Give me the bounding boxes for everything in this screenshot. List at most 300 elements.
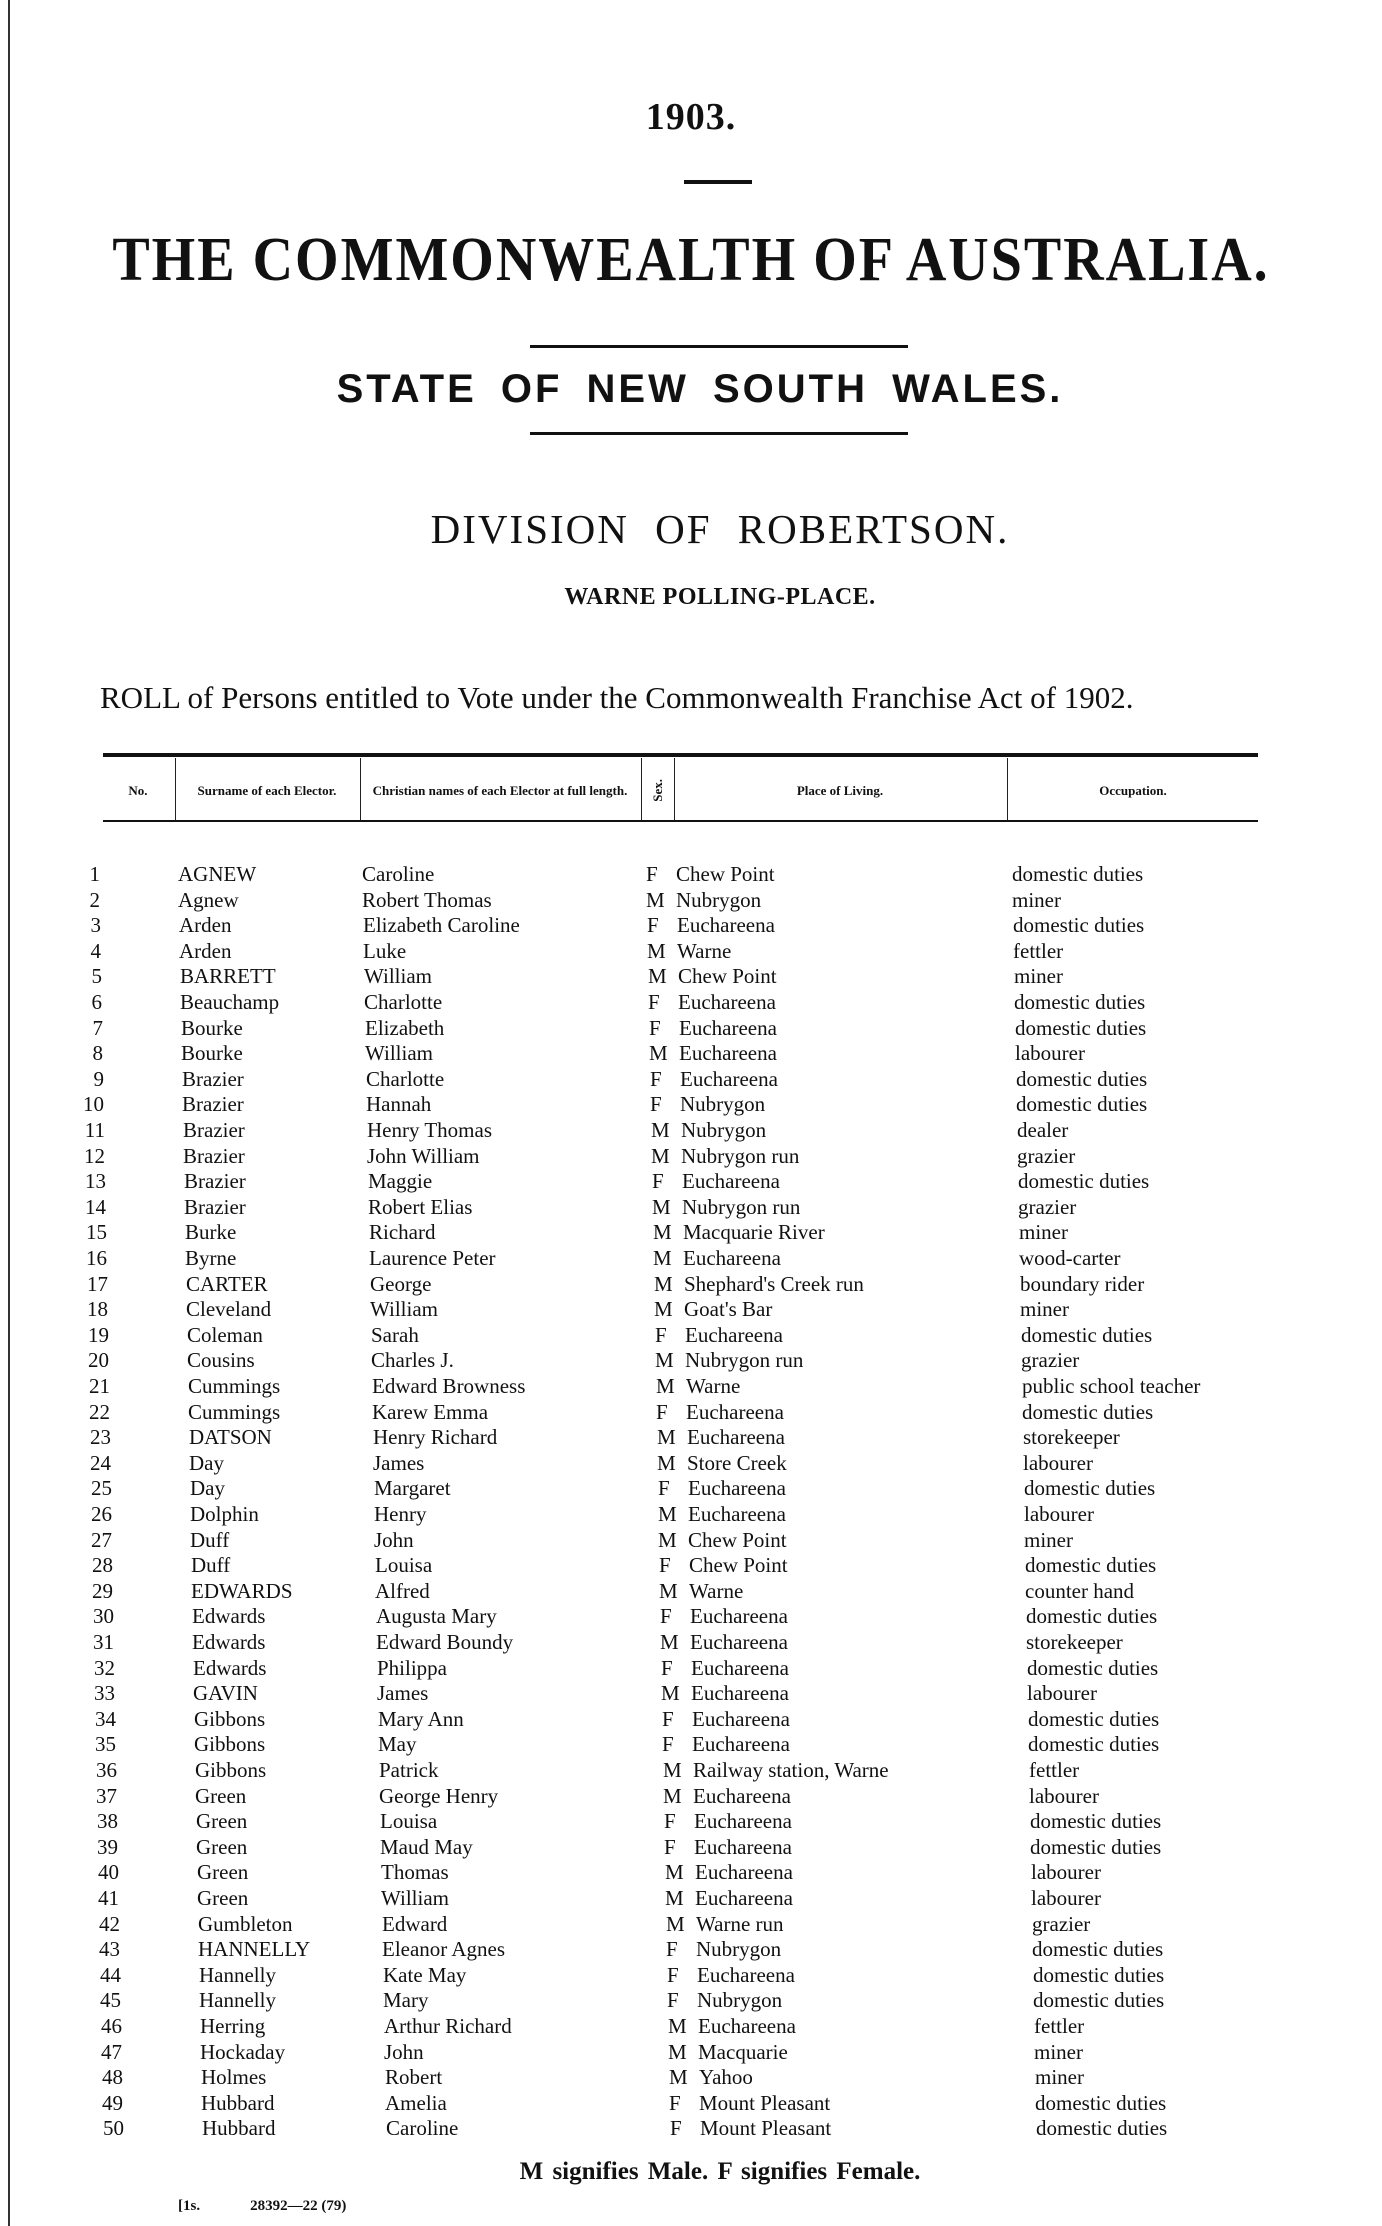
elector-number: 8 — [92, 1041, 103, 1066]
elector-place-of-living: Euchareena — [695, 1886, 793, 1910]
elector-place-of-living: Nubrygon run — [682, 1194, 801, 1219]
elector-place-of-living: Euchareena — [679, 1015, 777, 1040]
elector-christian-names: John — [384, 2039, 424, 2064]
elector-place-of-living: Euchareena — [691, 1681, 789, 1706]
elector-place-of-living: Macquarie River — [683, 1220, 825, 1245]
table-row — [0, 1681, 1382, 1707]
elector-surname: Dolphin — [190, 1502, 259, 1526]
elector-number: 36 — [96, 1758, 117, 1782]
elector-christian-names: Mary — [383, 1988, 429, 2013]
header-sex: Sex. — [649, 778, 665, 802]
table-row — [0, 1425, 1382, 1451]
elector-occupation: miner — [1019, 1220, 1068, 1245]
table-top-rule — [103, 753, 1258, 757]
elector-surname: Brazier — [184, 1194, 246, 1219]
elector-occupation: dealer — [1017, 1118, 1069, 1142]
elector-place-of-living: Railway station, Warne — [693, 1758, 889, 1782]
table-row — [0, 888, 1382, 914]
elector-place-of-living: Euchareena — [679, 1041, 777, 1066]
elector-place-of-living: Euchareena — [691, 1655, 789, 1680]
table-row — [0, 1809, 1382, 1835]
elector-occupation: domestic duties — [1014, 990, 1146, 1014]
table-row — [0, 1860, 1382, 1886]
elector-surname: Bourke — [181, 1015, 243, 1040]
elector-number: 5 — [91, 964, 102, 989]
elector-sex: M — [654, 1297, 673, 1322]
elector-surname: Gumbleton — [198, 1911, 293, 1936]
elector-occupation: fettler — [1029, 1758, 1080, 1782]
elector-place-of-living: Nubrygon — [680, 1092, 766, 1117]
table-row — [0, 1502, 1382, 1528]
elector-christian-names: Louisa — [380, 1809, 438, 1834]
elector-surname: Hubbard — [202, 2116, 276, 2141]
elector-place-of-living: Chew Point — [676, 862, 775, 886]
polling-place-heading: WARNE POLLING-PLACE. — [564, 584, 876, 610]
elector-number: 34 — [95, 1706, 116, 1731]
table-row — [0, 913, 1382, 939]
elector-sex: F — [658, 1476, 670, 1501]
elector-christian-names: Karew Emma — [372, 1399, 489, 1424]
elector-number: 29 — [92, 1578, 113, 1603]
elector-sex: M — [658, 1527, 677, 1552]
header-sex-cell — [642, 762, 672, 818]
elector-sex: M — [665, 1886, 684, 1910]
elector-sex: M — [655, 1348, 674, 1373]
elector-surname: Beauchamp — [180, 990, 280, 1014]
header-occupation: Occupation. — [1099, 782, 1167, 798]
elector-surname: Duff — [191, 1553, 231, 1578]
table-row — [0, 1630, 1382, 1656]
elector-number: 44 — [100, 1962, 121, 1987]
elector-place-of-living: Mount Pleasant — [699, 2090, 831, 2115]
elector-christian-names: Amelia — [385, 2090, 447, 2115]
elector-number: 46 — [101, 2014, 122, 2038]
elector-surname: EDWARDS — [191, 1578, 293, 1603]
table-row — [0, 1067, 1382, 1093]
elector-christian-names: Charlotte — [366, 1066, 445, 1091]
elector-place-of-living: Nubrygon — [696, 1937, 782, 1962]
elector-surname: Coleman — [187, 1322, 263, 1347]
elector-place-of-living: Warne run — [696, 1911, 784, 1936]
table-row — [0, 1144, 1382, 1170]
elector-number: 9 — [93, 1066, 104, 1091]
header-surname: Surname of each Elector. — [197, 782, 337, 798]
elector-surname: Gibbons — [194, 1732, 266, 1757]
elector-christian-names: Hannah — [366, 1092, 432, 1117]
elector-place-of-living: Goat's Bar — [684, 1297, 773, 1322]
elector-christian-names: Edward — [382, 1911, 448, 1936]
elector-sex: F — [649, 1015, 661, 1040]
elector-number: 28 — [92, 1553, 113, 1578]
elector-occupation: storekeeper — [1026, 1630, 1123, 1654]
elector-number: 41 — [98, 1886, 119, 1910]
elector-number: 31 — [93, 1630, 114, 1654]
document-year: 1903. — [645, 96, 737, 138]
elector-place-of-living: Euchareena — [697, 1962, 795, 1987]
elector-occupation: domestic duties — [1016, 1066, 1148, 1091]
elector-number: 6 — [91, 990, 102, 1014]
elector-surname: Cousins — [187, 1348, 255, 1373]
table-row — [0, 1348, 1382, 1374]
elector-number: 32 — [94, 1655, 115, 1680]
elector-place-of-living: Euchareena — [687, 1425, 785, 1450]
elector-surname: Green — [195, 1783, 247, 1808]
document-title: THE COMMONWEALTH OF AUSTRALIA. — [112, 225, 1270, 295]
elector-surname: Arden — [179, 938, 232, 963]
elector-number: 38 — [97, 1809, 118, 1834]
sex-legend: M signifies Male. F signifies Female. — [519, 2158, 921, 2185]
elector-number: 22 — [89, 1399, 110, 1424]
elector-occupation: fettler — [1013, 938, 1064, 963]
table-row — [0, 1912, 1382, 1938]
elector-sex: M — [659, 1578, 678, 1603]
table-row — [0, 1220, 1382, 1246]
table-row — [0, 2014, 1382, 2040]
elector-surname: CARTER — [186, 1271, 268, 1296]
elector-christian-names: James — [373, 1450, 425, 1475]
elector-christian-names: Elizabeth Caroline — [363, 913, 520, 938]
table-row — [0, 1707, 1382, 1733]
elector-number: 20 — [88, 1348, 109, 1373]
elector-number: 37 — [96, 1783, 117, 1808]
elector-place-of-living: Warne — [689, 1578, 744, 1603]
elector-occupation: grazier — [1017, 1143, 1076, 1168]
elector-number: 48 — [102, 2065, 123, 2090]
elector-surname: Hannelly — [199, 1988, 276, 2013]
elector-occupation: domestic duties — [1033, 1962, 1165, 1987]
elector-place-of-living: Nubrygon — [681, 1118, 767, 1142]
elector-place-of-living: Chew Point — [678, 964, 777, 989]
elector-surname: Brazier — [182, 1092, 244, 1117]
elector-surname: Hannelly — [199, 1962, 276, 1987]
elector-sex: M — [668, 2014, 687, 2038]
table-row — [0, 1297, 1382, 1323]
elector-place-of-living: Euchareena — [677, 913, 775, 938]
elector-surname: BARRETT — [180, 964, 276, 989]
elector-christian-names: Alfred — [375, 1578, 430, 1603]
table-row — [0, 1553, 1382, 1579]
table-row — [0, 1272, 1382, 1298]
elector-surname: AGNEW — [178, 862, 257, 886]
elector-occupation: miner — [1020, 1297, 1069, 1322]
elector-christian-names: William — [381, 1886, 449, 1910]
elector-surname: Hockaday — [200, 2039, 286, 2064]
elector-occupation: boundary rider — [1020, 1271, 1145, 1296]
elector-surname: Edwards — [193, 1655, 267, 1680]
elector-number: 40 — [98, 1860, 119, 1885]
elector-number: 10 — [83, 1092, 104, 1117]
elector-occupation: domestic duties — [1033, 1988, 1165, 2013]
elector-number: 42 — [99, 1911, 120, 1936]
table-row — [0, 1656, 1382, 1682]
header-no: No. — [128, 782, 148, 798]
elector-number: 3 — [90, 913, 101, 938]
elector-christian-names: Edward Browness — [372, 1374, 526, 1398]
elector-occupation: grazier — [1018, 1194, 1077, 1219]
elector-surname: HANNELLY — [198, 1937, 311, 1962]
elector-number: 15 — [86, 1220, 107, 1245]
elector-christian-names: Mary Ann — [378, 1706, 464, 1731]
table-row — [0, 939, 1382, 965]
elector-christian-names: Maggie — [368, 1169, 433, 1194]
elector-place-of-living: Euchareena — [693, 1783, 791, 1808]
table-row — [0, 1374, 1382, 1400]
elector-christian-names: William — [365, 1041, 433, 1066]
elector-place-of-living: Nubrygon run — [685, 1348, 804, 1373]
elector-occupation: domestic duties — [1028, 1706, 1160, 1731]
elector-number: 25 — [91, 1476, 112, 1501]
elector-occupation: miner — [1034, 2039, 1083, 2064]
elector-christian-names: Maud May — [380, 1834, 473, 1859]
elector-christian-names: Henry Richard — [373, 1425, 498, 1450]
elector-place-of-living: Mount Pleasant — [700, 2116, 832, 2141]
elector-christian-names: Robert — [385, 2065, 443, 2090]
elector-occupation: domestic duties — [1024, 1476, 1156, 1501]
table-row — [0, 1835, 1382, 1861]
elector-christian-names: Robert Elias — [368, 1194, 473, 1219]
elector-number: 4 — [90, 938, 101, 963]
elector-place-of-living: Euchareena — [682, 1169, 780, 1194]
elector-occupation: domestic duties — [1012, 862, 1144, 886]
elector-number: 7 — [92, 1015, 103, 1040]
elector-sex: F — [667, 1962, 679, 1987]
elector-christian-names: Laurence Peter — [369, 1246, 496, 1270]
table-row — [0, 990, 1382, 1016]
elector-occupation: miner — [1014, 964, 1063, 989]
print-code-line — [178, 2198, 346, 2215]
elector-surname: Day — [189, 1450, 224, 1475]
elector-number: 49 — [102, 2090, 123, 2115]
elector-christian-names: Richard — [369, 1220, 436, 1245]
table-row — [0, 1886, 1382, 1912]
elector-occupation: labourer — [1031, 1860, 1101, 1885]
table-row — [0, 1732, 1382, 1758]
elector-occupation: domestic duties — [1035, 2090, 1167, 2115]
elector-place-of-living: Euchareena — [683, 1246, 781, 1270]
elector-place-of-living: Nubrygon — [697, 1988, 783, 2013]
table-row — [0, 1758, 1382, 1784]
table-row — [0, 1988, 1382, 2014]
table-row — [0, 964, 1382, 990]
elector-sex: M — [669, 2065, 688, 2090]
elector-surname: Edwards — [192, 1604, 266, 1629]
elector-sex: M — [654, 1271, 673, 1296]
elector-sex: M — [661, 1681, 680, 1706]
elector-sex: F — [648, 990, 660, 1014]
elector-christian-names: John — [374, 1527, 414, 1552]
elector-place-of-living: Euchareena — [688, 1502, 786, 1526]
elector-sex: F — [650, 1066, 662, 1091]
elector-place-of-living: Euchareena — [685, 1322, 783, 1347]
elector-occupation: domestic duties — [1021, 1322, 1153, 1347]
elector-number: 16 — [86, 1246, 107, 1270]
elector-christian-names: Elizabeth — [365, 1015, 445, 1040]
elector-surname: Cummings — [188, 1374, 281, 1398]
elector-christian-names: William — [370, 1297, 438, 1322]
elector-occupation: domestic duties — [1015, 1015, 1147, 1040]
table-row — [0, 1246, 1382, 1272]
elector-sex: F — [659, 1553, 671, 1578]
table-row — [0, 2091, 1382, 2117]
elector-place-of-living: Nubrygon — [676, 887, 762, 912]
elector-place-of-living: Yahoo — [699, 2065, 753, 2090]
elector-occupation: domestic duties — [1030, 1834, 1162, 1859]
elector-christian-names: Philippa — [377, 1655, 448, 1680]
elector-occupation: miner — [1024, 1527, 1073, 1552]
elector-christian-names: Augusta Mary — [376, 1604, 497, 1629]
elector-surname: Arden — [179, 913, 232, 938]
elector-sex: M — [665, 1860, 684, 1885]
elector-surname: Byrne — [185, 1246, 237, 1270]
elector-occupation: domestic duties — [1013, 913, 1145, 938]
elector-christian-names: Caroline — [362, 862, 435, 886]
elector-occupation: domestic duties — [1018, 1169, 1150, 1194]
table-row — [0, 1451, 1382, 1477]
elector-place-of-living: Euchareena — [695, 1860, 793, 1885]
elector-number: 24 — [90, 1450, 111, 1475]
elector-number: 26 — [91, 1502, 112, 1526]
elector-occupation: domestic duties — [1016, 1092, 1148, 1117]
elector-place-of-living: Euchareena — [680, 1066, 778, 1091]
elector-surname: Cleveland — [186, 1297, 272, 1322]
elector-number: 35 — [95, 1732, 116, 1757]
elector-surname: DATSON — [189, 1425, 272, 1450]
elector-surname: Brazier — [183, 1143, 245, 1168]
elector-sex: F — [662, 1706, 674, 1731]
elector-christian-names: Caroline — [386, 2116, 459, 2141]
table-row — [0, 1195, 1382, 1221]
elector-sex: F — [646, 862, 658, 886]
elector-christian-names: George Henry — [379, 1783, 499, 1808]
header-place: Place of Living. — [796, 782, 884, 798]
elector-surname: Bourke — [181, 1041, 243, 1066]
elector-christian-names: George — [370, 1271, 432, 1296]
table-row — [0, 1323, 1382, 1349]
table-row — [0, 1016, 1382, 1042]
elector-place-of-living: Euchareena — [688, 1476, 786, 1501]
elector-surname: Green — [196, 1809, 248, 1834]
table-row — [0, 2116, 1382, 2142]
elector-sex: M — [649, 1041, 668, 1066]
elector-christian-names: Henry Thomas — [367, 1118, 493, 1142]
elector-sex: F — [666, 1937, 678, 1962]
table-row — [0, 1041, 1382, 1067]
elector-sex: F — [650, 1092, 662, 1117]
elector-christian-names: Louisa — [375, 1553, 433, 1578]
elector-occupation: miner — [1035, 2065, 1084, 2090]
elector-sex: M — [660, 1630, 679, 1654]
elector-number: 12 — [84, 1143, 105, 1168]
elector-sex: M — [656, 1374, 675, 1398]
elector-sex: F — [655, 1322, 667, 1347]
elector-sex: F — [662, 1732, 674, 1757]
elector-occupation: domestic duties — [1027, 1655, 1159, 1680]
elector-christian-names: Thomas — [381, 1860, 449, 1885]
elector-number: 27 — [91, 1527, 112, 1552]
elector-place-of-living: Euchareena — [694, 1809, 792, 1834]
elector-place-of-living: Store Creek — [687, 1450, 787, 1475]
elector-place-of-living: Macquarie — [698, 2039, 788, 2064]
elector-occupation: grazier — [1032, 1911, 1091, 1936]
elector-sex: M — [668, 2039, 687, 2064]
elector-number: 47 — [101, 2039, 122, 2064]
print-code: 28392—22 (79) — [250, 2198, 347, 2214]
elector-number: 21 — [89, 1374, 110, 1398]
table-row — [0, 1579, 1382, 1605]
elector-sex: F — [652, 1169, 664, 1194]
elector-occupation: domestic duties — [1030, 1809, 1162, 1834]
elector-sex: M — [666, 1911, 685, 1936]
elector-sex: M — [648, 964, 667, 989]
elector-occupation: domestic duties — [1022, 1399, 1154, 1424]
elector-sex: M — [657, 1450, 676, 1475]
elector-surname: Gibbons — [194, 1706, 266, 1731]
table-row — [0, 1092, 1382, 1118]
table-row — [0, 1784, 1382, 1810]
elector-number: 18 — [87, 1297, 108, 1322]
elector-christian-names: Charlotte — [364, 990, 443, 1014]
table-row — [0, 1528, 1382, 1554]
elector-surname: Day — [190, 1476, 225, 1501]
elector-surname: Green — [197, 1886, 249, 1910]
elector-sex: M — [663, 1783, 682, 1808]
elector-christian-names: Charles J. — [371, 1348, 454, 1373]
elector-number: 33 — [94, 1681, 115, 1706]
elector-surname: Green — [196, 1834, 248, 1859]
elector-number: 30 — [93, 1604, 114, 1629]
elector-christian-names: Patrick — [379, 1758, 439, 1782]
elector-number: 1 — [89, 862, 100, 886]
elector-occupation: labourer — [1027, 1681, 1097, 1706]
elector-number: 2 — [89, 887, 100, 912]
division-heading: DIVISION OF ROBERTSON. — [430, 506, 1010, 552]
elector-number: 50 — [103, 2116, 124, 2141]
elector-sex: M — [653, 1220, 672, 1245]
elector-sex: M — [647, 938, 666, 963]
elector-christian-names: Margaret — [374, 1476, 451, 1501]
elector-surname: GAVIN — [193, 1681, 258, 1706]
table-row — [0, 1937, 1382, 1963]
elector-christian-names: Robert Thomas — [362, 887, 492, 912]
elector-sex: M — [663, 1758, 682, 1782]
elector-number: 39 — [97, 1834, 118, 1859]
table-row — [0, 2065, 1382, 2091]
elector-number: 45 — [100, 1988, 121, 2013]
elector-place-of-living: Nubrygon run — [681, 1143, 800, 1168]
elector-occupation: labourer — [1029, 1783, 1099, 1808]
elector-place-of-living: Euchareena — [698, 2014, 796, 2038]
state-rule-top — [530, 345, 908, 348]
elector-occupation: storekeeper — [1023, 1425, 1120, 1450]
elector-occupation: domestic duties — [1036, 2116, 1168, 2141]
elector-occupation: domestic duties — [1032, 1937, 1164, 1962]
elector-sex: F — [656, 1399, 668, 1424]
elector-occupation: labourer — [1023, 1450, 1093, 1475]
elector-place-of-living: Chew Point — [688, 1527, 787, 1552]
roll-heading: ROLL of Persons entitled to Vote under the Commonwealth Franchise Act of 1902. — [100, 680, 1134, 715]
elector-occupation: grazier — [1021, 1348, 1080, 1373]
elector-sex: F — [667, 1988, 679, 2013]
elector-occupation: labourer — [1031, 1886, 1101, 1910]
elector-place-of-living: Euchareena — [678, 990, 776, 1014]
elector-christian-names: Edward Boundy — [376, 1630, 514, 1654]
elector-christian-names: Luke — [363, 938, 407, 963]
elector-christian-names: John William — [367, 1143, 480, 1168]
elector-place-of-living: Shephard's Creek run — [684, 1271, 864, 1296]
elector-surname: Gibbons — [195, 1758, 267, 1782]
elector-christian-names: William — [364, 964, 432, 989]
elector-surname: Holmes — [201, 2065, 267, 2090]
